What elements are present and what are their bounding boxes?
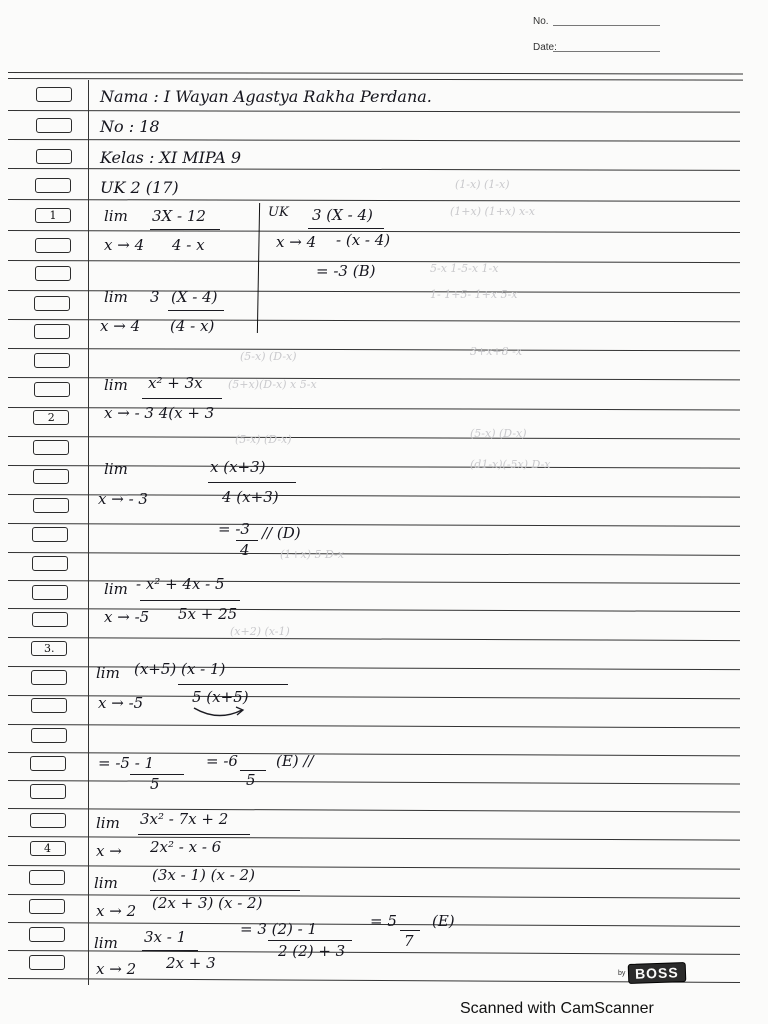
row-checkbox bbox=[30, 756, 66, 771]
cancel-arc bbox=[190, 704, 250, 722]
p1-num2: (X - 4) bbox=[171, 288, 218, 306]
row-checkbox bbox=[30, 813, 66, 828]
p1-side-approach: x → 4 bbox=[276, 233, 317, 251]
p3-den2: 5 (x+5) bbox=[192, 688, 249, 706]
p4-num3: 3x - 1 bbox=[144, 928, 187, 946]
ruled-line bbox=[8, 199, 740, 202]
ruled-line bbox=[8, 637, 740, 641]
row-checkbox bbox=[31, 670, 67, 685]
p3-num: - x² + 4x - 5 bbox=[136, 575, 225, 593]
p1-lim: lim bbox=[104, 207, 128, 225]
problem-number: 1 bbox=[49, 209, 57, 222]
no-label: No. bbox=[533, 16, 549, 27]
fraction-bar bbox=[400, 930, 420, 931]
p4-den2: (2x + 3) (x - 2) bbox=[152, 894, 263, 912]
p3-lim: lim bbox=[104, 580, 128, 598]
p3-num2: (x+5) (x - 1) bbox=[134, 660, 226, 678]
exam-title: UK 2 (17) bbox=[100, 178, 179, 197]
ruled-line bbox=[8, 836, 740, 841]
bleed-text: (1-x) (1-x) bbox=[455, 178, 510, 191]
p4-sub-den: 2 (2) + 3 bbox=[278, 942, 346, 960]
p4-approach3: x → 2 bbox=[96, 960, 137, 978]
p1-numerator: 3X - 12 bbox=[152, 207, 206, 225]
row-checkbox bbox=[36, 118, 72, 133]
row-checkbox bbox=[30, 841, 66, 856]
p3-ans-eq-den: 5 bbox=[246, 771, 256, 789]
p4-lim3: lim bbox=[94, 934, 118, 952]
student-number: No : 18 bbox=[100, 117, 160, 136]
p4-approach: x → bbox=[96, 842, 122, 860]
p4-approach2: x → 2 bbox=[96, 902, 137, 920]
p4-lim2: lim bbox=[94, 874, 118, 892]
p1-denominator: 4 - x bbox=[172, 236, 205, 254]
p3-ans-eq-num: = -6 bbox=[206, 752, 238, 770]
bleed-text: (x+2) (x-1) bbox=[230, 625, 290, 638]
ruled-line bbox=[8, 552, 740, 556]
p4-num2: (3x - 1) (x - 2) bbox=[152, 866, 255, 884]
p1-lim2: lim bbox=[104, 288, 128, 306]
student-name: Nama : I Wayan Agastya Rakha Perdana. bbox=[100, 87, 432, 106]
fraction-bar bbox=[150, 890, 300, 891]
row-checkbox bbox=[35, 178, 71, 193]
row-checkbox bbox=[33, 440, 69, 455]
p4-final-choice: (E) bbox=[432, 912, 455, 930]
p2-lim: lim bbox=[104, 376, 128, 394]
ruled-line bbox=[8, 436, 740, 440]
row-checkbox bbox=[34, 382, 70, 397]
fraction-bar bbox=[142, 398, 222, 399]
row-checkbox bbox=[29, 927, 65, 942]
student-class: Kelas : XI MIPA 9 bbox=[100, 148, 242, 167]
row-checkbox bbox=[31, 641, 67, 656]
row-checkbox bbox=[29, 870, 65, 885]
row-checkbox bbox=[33, 498, 69, 513]
ruled-line bbox=[8, 724, 740, 728]
p2-approach-den: x → - 3 4(x + 3 bbox=[104, 404, 215, 422]
p3-lim2: lim bbox=[96, 664, 120, 682]
row-checkbox bbox=[30, 784, 66, 799]
bleed-text: 5-x 1-5-x 1-x bbox=[430, 262, 499, 275]
p1-answer: = -3 (B) bbox=[316, 262, 376, 280]
bleed-text: (1+x) 5 D-x bbox=[280, 548, 344, 561]
row-checkbox bbox=[32, 612, 68, 627]
ruled-line bbox=[8, 523, 740, 527]
p4-sub-num: = 3 (2) - 1 bbox=[240, 920, 318, 938]
p4-final-den: 7 bbox=[404, 932, 414, 950]
p2-expr: x² + 3x bbox=[148, 374, 203, 392]
bleed-text: (5+x)(D-x) x 5-x bbox=[228, 378, 317, 391]
p1-side-den: - (x - 4) bbox=[336, 231, 391, 249]
date-label: Date: bbox=[533, 42, 557, 53]
p3-ans-choice: (E) // bbox=[276, 752, 314, 770]
p1-side-label: UK bbox=[268, 205, 289, 220]
row-checkbox bbox=[32, 585, 68, 600]
scanner-logo bbox=[618, 963, 686, 983]
ruled-line bbox=[8, 78, 743, 81]
ruled-line bbox=[8, 139, 740, 142]
p2-answer-choice: // (D) bbox=[262, 524, 301, 542]
logo-mark: BOSS bbox=[628, 962, 686, 984]
p2-lim2: lim bbox=[104, 460, 128, 478]
problem-number: 3. bbox=[44, 642, 55, 655]
p1-approach: x → 4 bbox=[104, 236, 145, 254]
ruled-line bbox=[8, 894, 740, 899]
p1-den2: (4 - x) bbox=[170, 317, 215, 335]
row-checkbox bbox=[33, 410, 69, 425]
row-checkbox bbox=[34, 324, 70, 339]
fraction-bar bbox=[138, 834, 250, 835]
p3-ans-num: = -5 - 1 bbox=[98, 754, 155, 772]
bleed-text: (5-x) (D-x) bbox=[235, 433, 292, 446]
p2-approach2: x → - 3 bbox=[98, 490, 148, 508]
problem-number: 2 bbox=[47, 411, 55, 424]
bleed-text: 3+x+8 -x bbox=[470, 345, 523, 358]
row-checkbox bbox=[29, 899, 65, 914]
p2-answer-num: = -3 bbox=[218, 520, 250, 538]
bleed-text: (1+x) (1+x) x-x bbox=[450, 205, 535, 218]
ruled-line bbox=[8, 110, 740, 113]
p4-den: 2x² - x - 6 bbox=[150, 838, 222, 856]
row-checkbox bbox=[35, 238, 71, 253]
date-line bbox=[553, 51, 660, 52]
margin-line bbox=[88, 80, 89, 985]
p4-den3: 2x + 3 bbox=[166, 954, 216, 972]
row-checkbox bbox=[32, 527, 68, 542]
row-checkbox bbox=[33, 469, 69, 484]
p3-approach2: x → -5 bbox=[98, 694, 144, 712]
ruled-line bbox=[8, 865, 740, 870]
ruled-line bbox=[8, 348, 740, 351]
fraction-bar bbox=[142, 950, 198, 951]
fraction-bar bbox=[208, 482, 296, 483]
no-line bbox=[553, 25, 660, 26]
row-checkbox bbox=[35, 266, 71, 281]
p4-lim: lim bbox=[96, 814, 120, 832]
p4-num: 3x² - 7x + 2 bbox=[140, 810, 229, 828]
row-checkbox bbox=[35, 208, 71, 223]
fraction-bar bbox=[150, 229, 220, 230]
fraction-bar bbox=[308, 228, 384, 229]
fraction-bar bbox=[168, 310, 224, 311]
fraction-bar bbox=[140, 600, 240, 601]
p1-approach2: x → 4 bbox=[100, 317, 141, 335]
fraction-bar bbox=[268, 940, 352, 941]
p2-den2: 4 (x+3) bbox=[222, 488, 279, 506]
row-checkbox bbox=[29, 955, 65, 970]
p1-side-num: 3 (X - 4) bbox=[312, 206, 373, 224]
bleed-text: (5-x) (D-x) bbox=[240, 350, 297, 363]
p3-ans-den: 5 bbox=[150, 775, 160, 793]
row-checkbox bbox=[36, 149, 72, 164]
row-checkbox bbox=[31, 698, 67, 713]
p4-final-num: = 5 bbox=[370, 912, 397, 930]
p1-coef: 3 bbox=[150, 288, 160, 306]
logo-by: by bbox=[618, 969, 626, 977]
ruled-line bbox=[8, 780, 740, 784]
scanner-watermark: Scanned with CamScanner bbox=[460, 1000, 654, 1017]
p2-answer-den: 4 bbox=[240, 541, 250, 559]
ruled-line bbox=[8, 808, 740, 813]
ruled-line bbox=[8, 168, 740, 171]
row-checkbox bbox=[36, 87, 72, 102]
p3-den: 5x + 25 bbox=[178, 605, 238, 623]
fraction-bar bbox=[178, 684, 288, 685]
row-checkbox bbox=[31, 728, 67, 743]
row-checkbox bbox=[34, 353, 70, 368]
work-bracket bbox=[257, 203, 260, 333]
row-checkbox bbox=[34, 296, 70, 311]
bleed-text: (5-x) (D-x) bbox=[470, 427, 527, 440]
bleed-text: (d1-x)(-5x) D-x bbox=[470, 458, 551, 471]
p3-approach: x → -5 bbox=[104, 608, 150, 626]
ruled-line bbox=[8, 72, 743, 75]
p2-num2: x (x+3) bbox=[210, 458, 266, 476]
bleed-text: 1- 1+5- 1+x 5-x bbox=[430, 288, 518, 301]
row-checkbox bbox=[32, 556, 68, 571]
problem-number: 4 bbox=[44, 842, 51, 855]
